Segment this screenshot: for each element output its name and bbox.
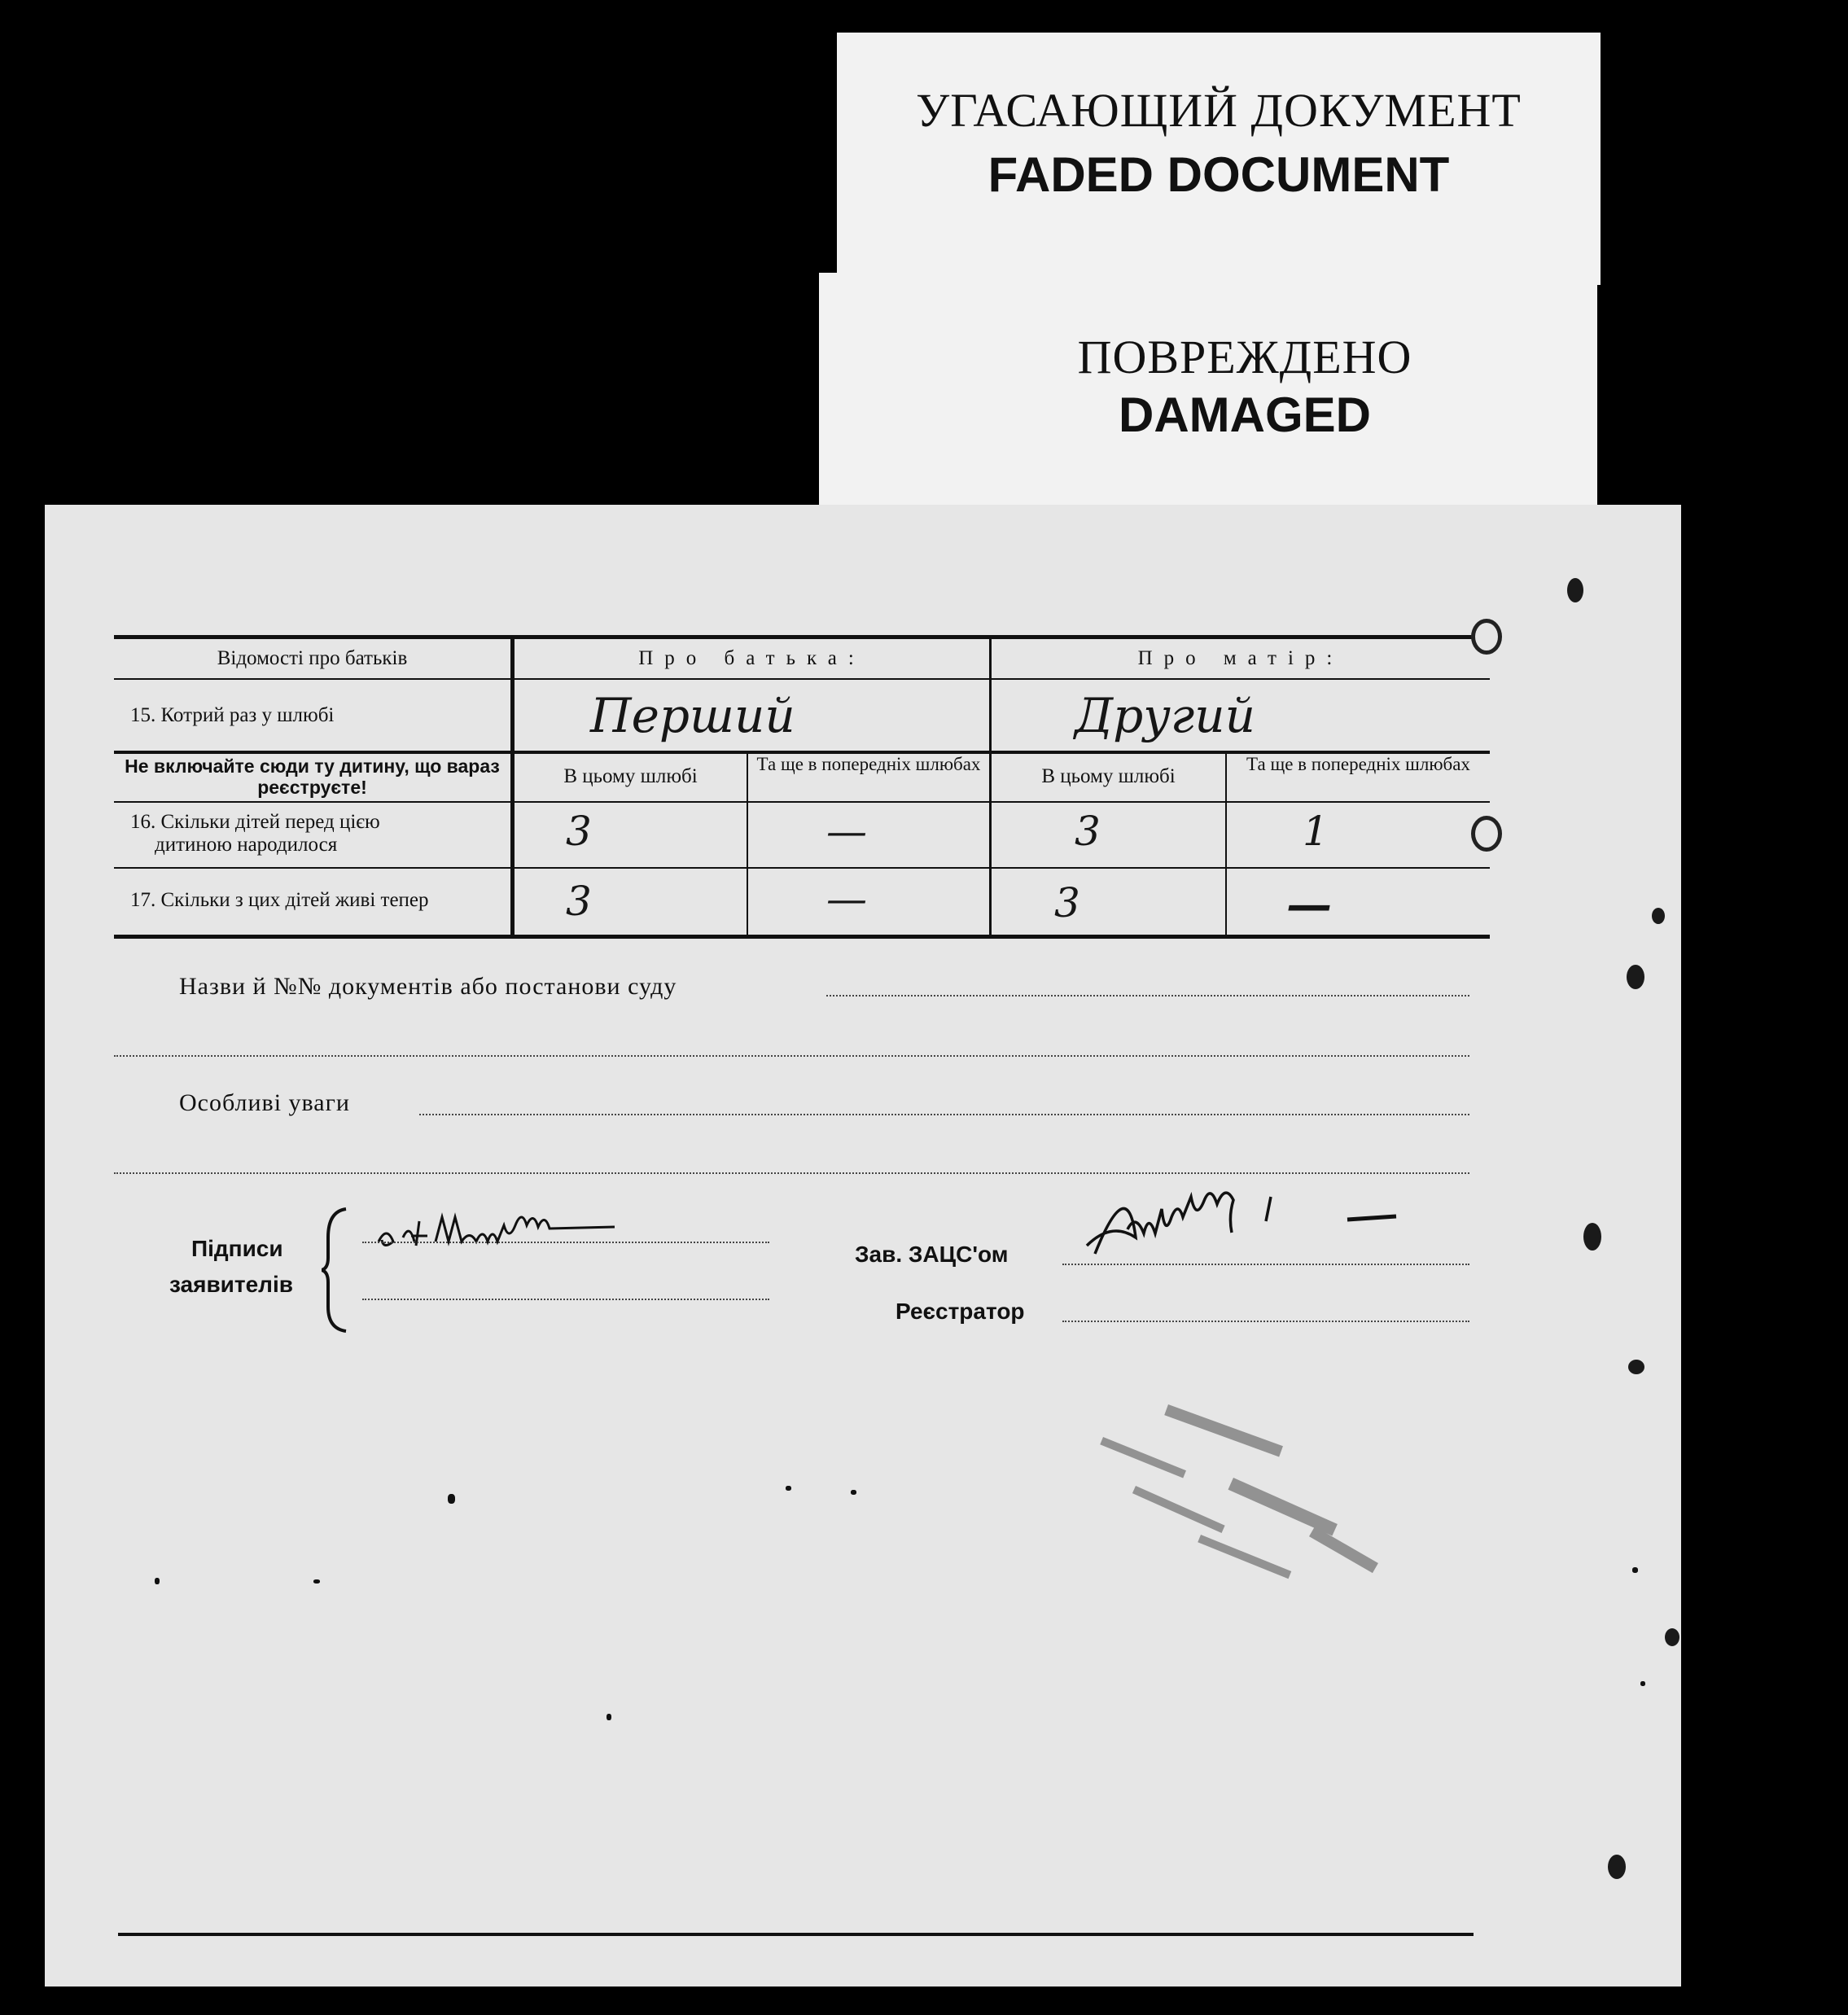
registrar-label: Реєстратор [896,1299,1025,1324]
row17-mother-prev: — [1286,878,1332,931]
row16-mother-this: 3 [1075,808,1101,855]
row15-mother-value: Другий [1075,688,1255,743]
row16-label-line2: дитиною народилося [155,834,338,856]
speck [155,1578,160,1584]
speck [1640,1681,1645,1686]
binder-hole-3 [1627,965,1644,989]
row17-mother-this: 3 [1054,879,1080,926]
applicant-signature [370,1205,647,1262]
documents-line-2 [114,1055,1469,1057]
table-divider-father [747,754,748,936]
speck [786,1486,791,1491]
applicants-label-line1: Підписи [191,1236,283,1261]
applicants-brace [322,1205,354,1335]
binder-hole-1 [1567,578,1583,602]
speck [448,1494,455,1504]
binder-hole-7 [1608,1855,1626,1879]
row17-father-this: 3 [566,878,592,925]
subheader-rule [114,801,1490,803]
faded-label-russian: УГАСАЮЩИЙ ДОКУМЕНТ [916,84,1522,137]
speck [851,1490,856,1495]
father-prev-marriages-header: Та ще в попередніх шлюбах [756,754,981,774]
binder-hole-5 [1628,1360,1644,1374]
mother-this-marriage-header: В цьому шлюбі [1041,765,1176,787]
father-this-marriage-header: В цьому шлюбі [563,765,698,787]
remarks-line-1 [419,1114,1469,1115]
mother-prev-marriages-header: Та ще в попередніх шлюбах [1246,754,1470,774]
row17-label: 17. Скільки з цих дітей живі тепер [130,889,429,911]
registrar-line [1062,1321,1469,1322]
header-about-mother: Про матір: [1137,647,1344,669]
row15-father-value: Перший [590,688,795,743]
binder-ring-1 [1471,619,1502,655]
row15-label: 15. Котрий раз у шлюбі [130,704,335,726]
applicant-line-1 [362,1242,769,1243]
row16-rule [114,867,1490,869]
document-sheet [45,505,1681,1987]
remarks-field-label: Особливі уваги [179,1089,350,1116]
table-divider-mother [1225,754,1227,936]
applicants-label-line2: заявителів [169,1272,293,1297]
damaged-label-english: DAMAGED [1119,388,1371,442]
head-label: Зав. ЗАЦС'ом [855,1242,1009,1267]
row16-father-prev: — [826,808,867,855]
row17-father-prev: — [826,875,867,922]
documents-line-1 [826,995,1469,997]
bottom-rule [118,1933,1474,1936]
faded-label-english: FADED DOCUMENT [987,147,1450,202]
faded-stamp [1071,1388,1445,1608]
table-bottom-rule [114,935,1490,939]
damaged-label-russian: ПОВРЕЖДЕНО [1077,331,1412,383]
table-top-rule [114,635,1490,639]
speck [313,1579,320,1584]
documents-field-label: Назви й №№ документів або постанови суду [179,973,677,1000]
faded-document-label [837,33,1601,285]
exclusion-note: Не включайте сюди ту дитину, що вараз реєструєте! [125,756,500,798]
speck [607,1714,611,1720]
binder-hole-2 [1652,908,1665,924]
binder-ring-2 [1471,816,1502,852]
head-signature [1079,1189,1421,1270]
header-about-father: Про батька: [638,647,865,669]
row16-label-line1: 16. Скільки дітей перед цією [130,811,380,833]
remarks-line-2 [114,1172,1469,1174]
applicant-line-2 [362,1299,769,1300]
header-parents-info: Відомості про батьків [217,647,408,669]
row16-father-this: 3 [566,808,592,855]
binder-hole-4 [1583,1223,1601,1251]
header-rule [114,678,1490,680]
damaged-document-label [819,273,1597,505]
row16-mother-prev: 1 [1303,808,1329,855]
speck [1632,1567,1638,1573]
binder-hole-6 [1665,1628,1679,1646]
